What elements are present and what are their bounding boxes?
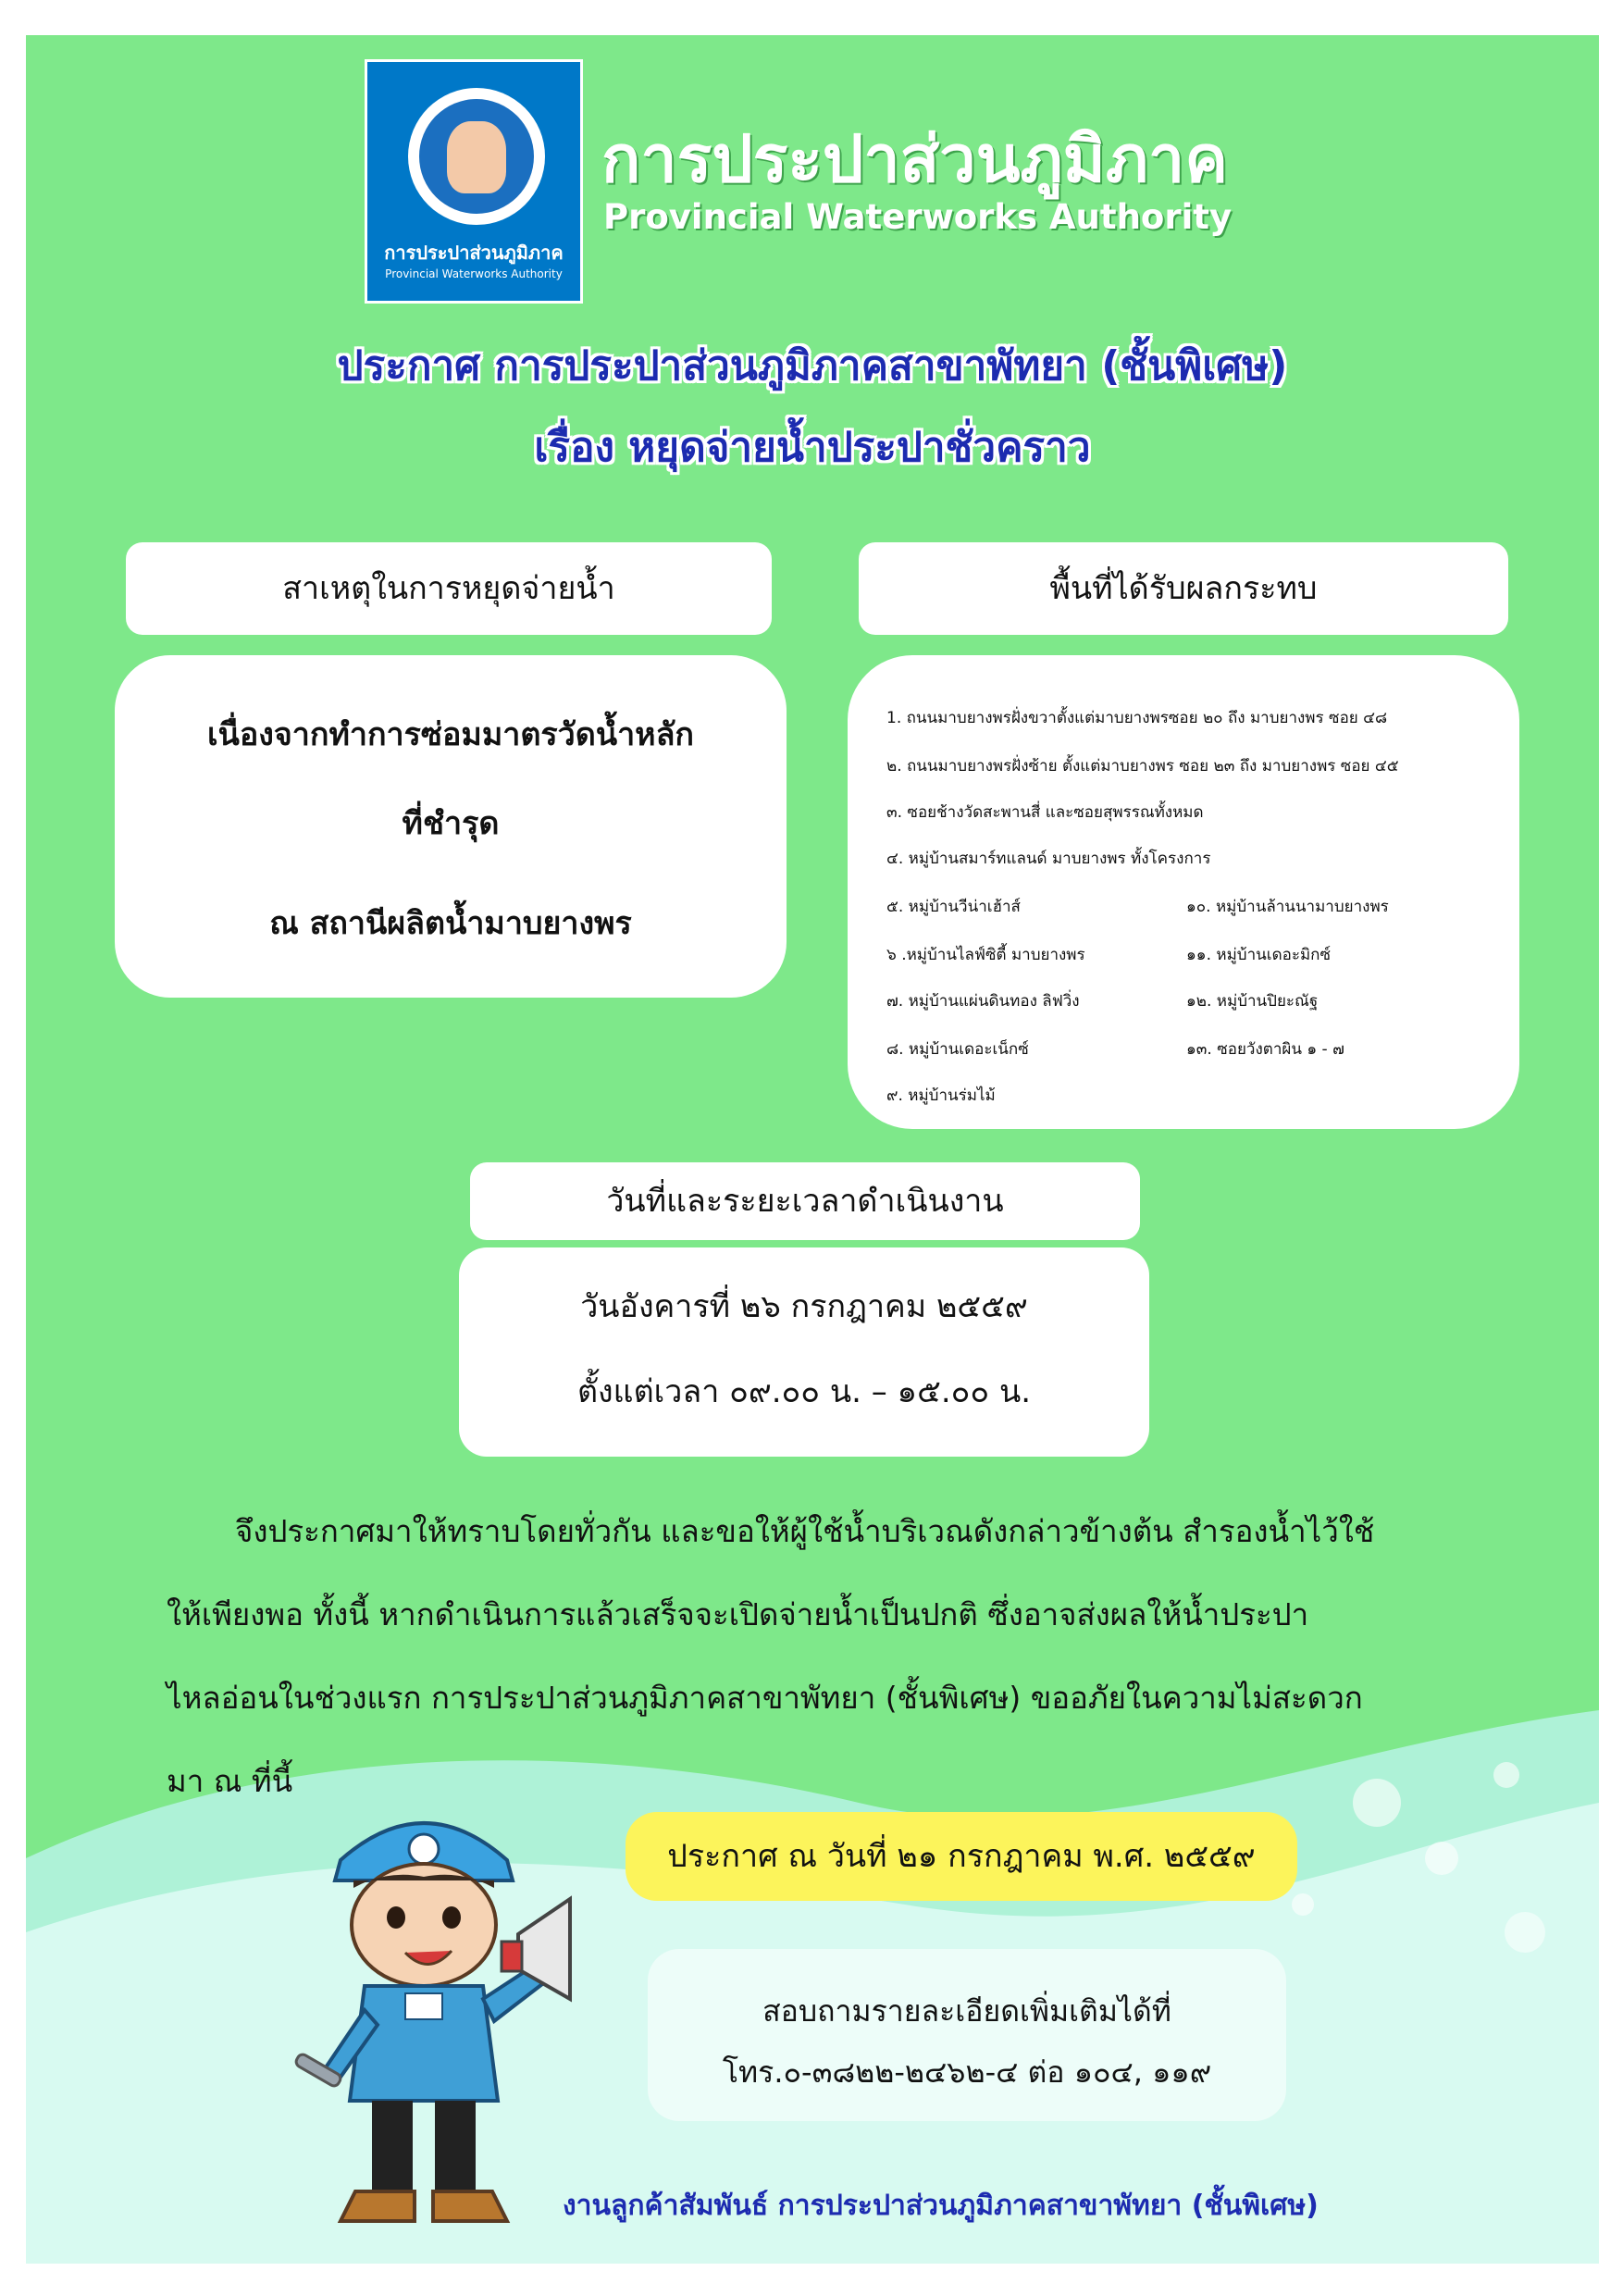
area-item: ๑๑. หมู่บ้านเดอะมิกซ์ <box>1186 946 1331 964</box>
body-line-2: ให้เพียงพอ ทั้งนี้ หากดำเนินการแล้วเสร็จจะเปิดจ่ายน้ำเป็นปกติ ซึ่งอาจส่งผลให้น้ำประปา <box>167 1596 1309 1632</box>
area-item: ๗. หมู่บ้านแผ่นดินทอง ลิฟวิ่ง <box>886 992 1080 1011</box>
cause-header: สาเหตุในการหยุดจ่ายน้ำ <box>126 542 772 635</box>
brand-name-th: การประปาส่วนภูมิภาค <box>601 121 1229 197</box>
headline-subject: เรื่อง หยุดจ่ายน้ำประปาชั่วคราว <box>534 424 1091 471</box>
area-item: ๑๒. หมู่บ้านปิยะณัฐ <box>1186 992 1319 1011</box>
area-item: ๔. หมู่บ้านสมาร์ทแลนด์ มาบยางพร ทั้งโครงการ <box>886 850 1211 868</box>
logo-org-name-en: Provincial Waterworks Authority <box>385 267 563 280</box>
schedule-header: วันที่และระยะเวลาดำเนินงาน <box>470 1162 1140 1240</box>
areas-header: พื้นที่ได้รับผลกระทบ <box>859 542 1508 635</box>
schedule-box <box>459 1247 1149 1457</box>
contact-box <box>648 1949 1286 2121</box>
area-item: 1. ถนนมาบยางพรฝั่งขวาตั้งแต่มาบยางพรซอย ๒๐ ถึง มาบยางพร ซอย ๔๘ <box>886 709 1388 727</box>
area-item: ๙. หมู่บ้านร่มไม้ <box>886 1086 996 1105</box>
body-line-3: ไหลอ่อนในช่วงแรก การประปาส่วนภูมิภาคสาขาพัทยา (ชั้นพิเศษ) ขออภัยในความไม่สะดวก <box>167 1680 1363 1716</box>
area-item: ๖ .หมู่บ้านไลฟ์ซิตี้ มาบยางพร <box>886 946 1085 964</box>
body-line-1: จึงประกาศมาให้ทราบโดยทั่วกัน และขอให้ผู้ใช้น้ำบริเวณดังกล่าวข้างต้น สำรองน้ำไว้ใช้ <box>235 1513 1375 1549</box>
cause-line-2: ที่ชำรุด <box>402 805 500 842</box>
cause-line-3: ณ สถานีผลิตน้ำมาบยางพร <box>269 905 632 942</box>
footer-department: งานลูกค้าสัมพันธ์ การประปาส่วนภูมิภาคสาขาพัทยา (ชั้นพิเศษ) <box>563 2190 1319 2222</box>
contact-phone: โทร.๐-๓๘๒๒-๒๔๖๒-๔ ต่อ ๑๐๔, ๑๑๙ <box>722 2054 1212 2090</box>
headline-announcement: ประกาศ การประปาส่วนภูมิภาคสาขาพัทยา (ชั้นพิเศษ) <box>337 342 1288 390</box>
logo-org-name-th: การประปาส่วนภูมิภาค <box>384 242 564 264</box>
announce-date: ประกาศ ณ วันที่ ๒๑ กรกฎาคม พ.ศ. ๒๕๕๙ <box>626 1812 1297 1901</box>
contact-line-1: สอบถามรายละเอียดเพิ่มเติมได้ที่ <box>762 1993 1171 2029</box>
cause-line-1: เนื่องจากทำการซ่อมมาตรวัดน้ำหลัก <box>206 716 695 753</box>
cause-box <box>115 655 787 998</box>
schedule-time: ตั้งแต่เวลา ๐๙.๐๐ น. – ๑๕.๐๐ น. <box>576 1373 1032 1410</box>
area-item: ๒. ถนนมาบยางพรฝั่งซ้าย ตั้งแต่มาบยางพร ซอย ๒๓ ถึง มาบยางพร ซอย ๔๕ <box>886 757 1399 776</box>
mascot-worker-megaphone-icon <box>276 1795 581 2230</box>
areas-box <box>848 655 1519 1129</box>
area-item: ๕. หมู่บ้านวีน่าเฮ้าส์ <box>886 898 1021 916</box>
pwa-logo <box>365 59 583 304</box>
area-item: ๓. ซอยช้างวัดสะพานสี่ และซอยสุพรรณทั้งหมด <box>886 803 1204 822</box>
announcement-poster <box>26 35 1599 2264</box>
brand-name-en: Provincial Waterworks Authority <box>603 197 1233 237</box>
area-item: ๑๓. ซอยวังตาผิน ๑ - ๗ <box>1186 1040 1344 1059</box>
body-line-4: มา ณ ที่นี้ <box>167 1763 293 1799</box>
schedule-date: วันอังคารที่ ๒๖ กรกฎาคม ๒๕๕๙ <box>580 1288 1028 1325</box>
pwa-emblem-icon <box>408 88 545 225</box>
area-item: ๑๐. หมู่บ้านล้านนามาบยางพร <box>1186 898 1389 916</box>
area-item: ๘. หมู่บ้านเดอะเน็กซ์ <box>886 1040 1029 1059</box>
